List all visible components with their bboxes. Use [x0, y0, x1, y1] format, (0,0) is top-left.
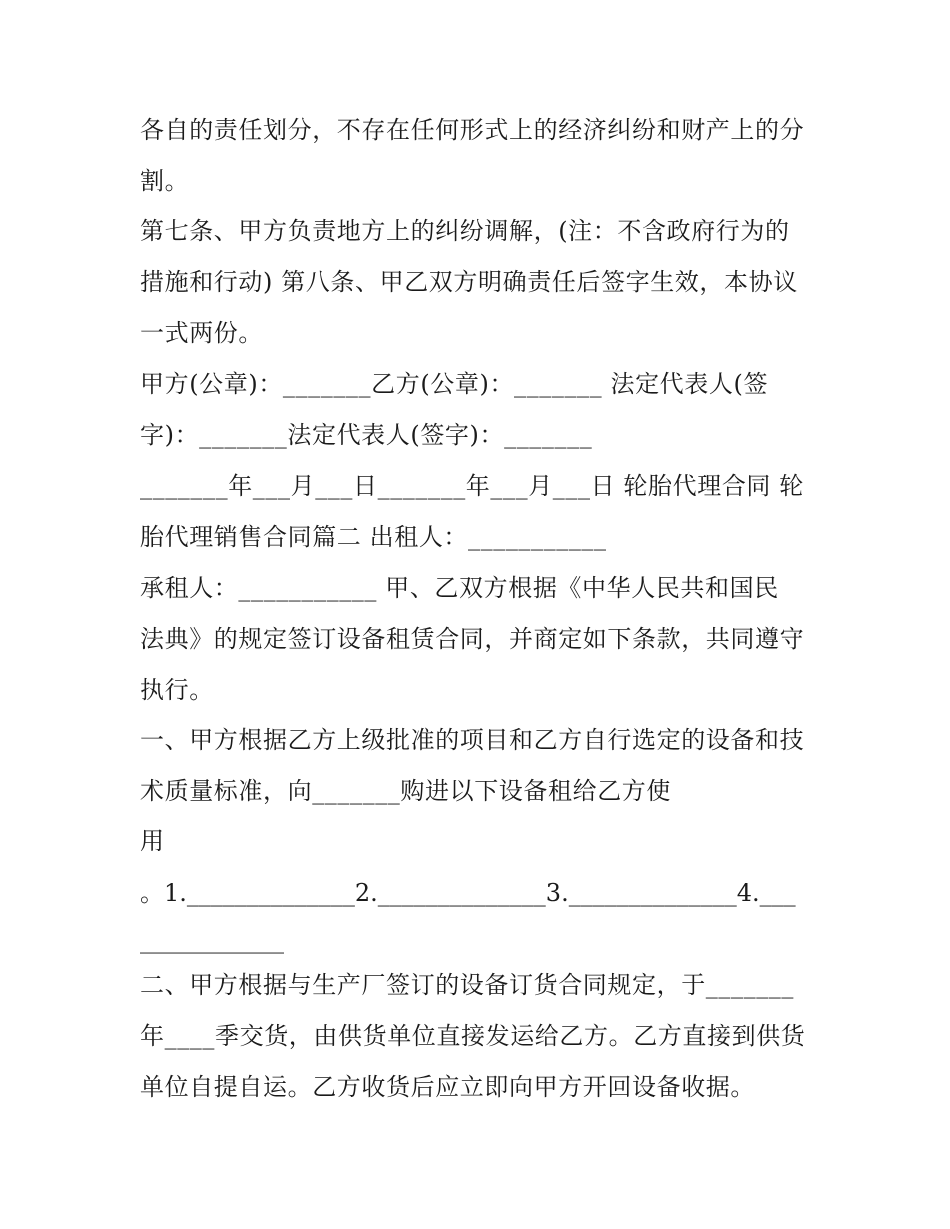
- signature-line: 字)：_______法定代表人(签字)：_______: [140, 421, 593, 449]
- text-line: 年____季交货，由供货单位直接发运给乙方。乙方直接到供货: [140, 1022, 806, 1050]
- text-line: 割。: [140, 167, 190, 195]
- text-line: 法典》的规定签订设备租赁合同，并商定如下条款，共同遵守: [140, 625, 805, 653]
- text-line: 一式两份。: [140, 319, 263, 347]
- equipment-list-line: 。1.______________2.______________3.______________4.___: [140, 879, 796, 907]
- text-line: 术质量标准，向_______购进以下设备租给乙方使: [140, 777, 671, 805]
- text-line: 第七条、甲方负责地方上的纠纷调解，(注：不含政府行为的: [140, 217, 790, 245]
- text-line: 二、甲方根据与生产厂签订的设备订货合同规定，于_______: [140, 971, 794, 999]
- text-line: 执行。: [140, 676, 214, 704]
- signature-line: 甲方(公章)：_______乙方(公章)：_______ 法定代表人(签: [140, 370, 769, 398]
- text-line: 措施和行动) 第八条、甲乙双方明确责任后签字生效，本协议: [140, 268, 798, 296]
- text-line: 一、甲方根据乙方上级批准的项目和乙方自行选定的设备和技: [140, 726, 805, 754]
- text-line: 各自的责任划分，不存在任何形式上的经济纠纷和财产上的分: [140, 116, 805, 144]
- text-line: 承租人：___________ 甲、乙双方根据《中华人民共和国民: [140, 574, 779, 602]
- text-line: 胎代理销售合同篇二 出租人：___________: [140, 523, 607, 551]
- text-line: 用: [140, 827, 165, 855]
- text-line: 单位自提自运。乙方收货后应立即向甲方开回设备收据。: [140, 1073, 755, 1101]
- date-line: _______年___月___日_______年___月___日 轮胎代理合同 轮: [140, 472, 804, 500]
- equipment-list-line: ____________: [140, 926, 284, 954]
